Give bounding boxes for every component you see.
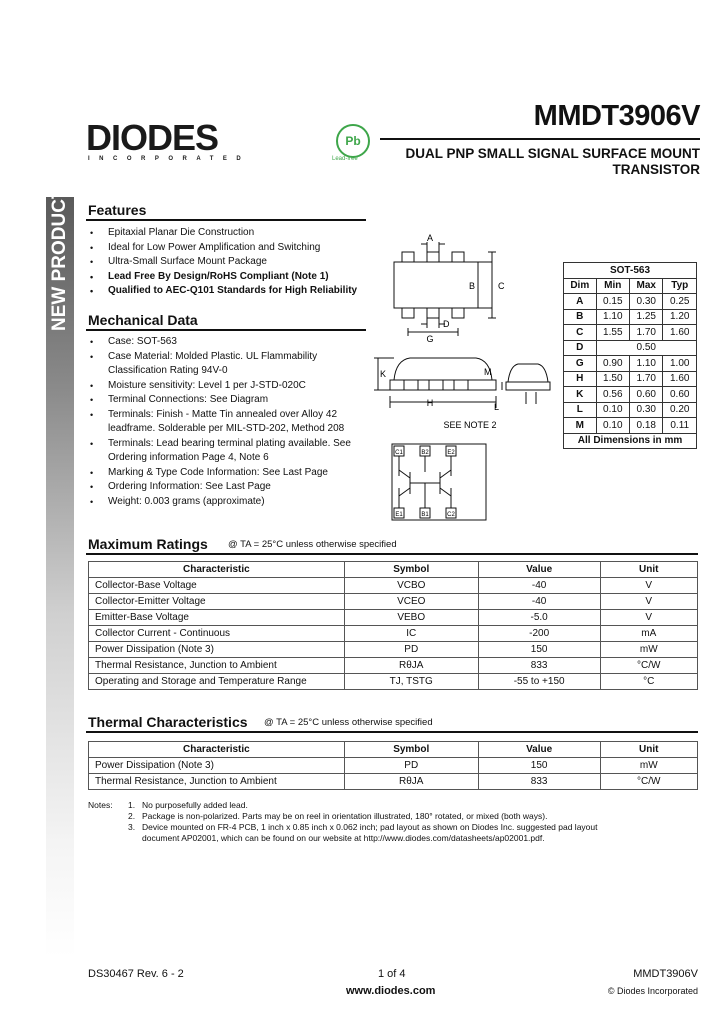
table-cell: 833 [478, 774, 600, 790]
max-ratings-condition: @ TA = 25°C unless otherwise specified [228, 539, 397, 550]
mechanical-title: Mechanical Data [88, 312, 198, 328]
dim-table-cell: 0.25 [663, 294, 697, 310]
dim-label-c: C [498, 281, 505, 291]
dim-table-cell: 1.00 [663, 356, 697, 372]
table-cell: V [600, 610, 697, 626]
table-cell: Collector-Emitter Voltage [89, 594, 345, 610]
dim-table-header: Min [596, 278, 629, 294]
dim-table-cell: K [564, 387, 597, 403]
note-text: document AP02001, which can be found on our website at http://www.diodes.com/datasheets/ap02001.pdf. [142, 833, 545, 843]
dim-table-row [564, 340, 697, 356]
product-subtitle [370, 146, 700, 178]
dim-table-cell: D [564, 340, 597, 356]
dim-label-a: A [426, 233, 434, 243]
note-line [88, 822, 698, 833]
pin-c2-label: C2 [447, 512, 455, 518]
dim-table-cell: M [564, 418, 597, 434]
feature-item: • Ultra-Small Surface Mount Package [86, 255, 376, 270]
table-row [89, 578, 698, 594]
max-ratings-title: Maximum Ratings [88, 536, 208, 552]
mechanical-item: • Moisture sensitivity: Level 1 per J-STD-020C [86, 379, 366, 394]
thermal-rule [86, 731, 698, 733]
dim-table-row [564, 371, 697, 387]
dim-table-cell: 1.10 [596, 309, 629, 325]
note-number: 3. [128, 822, 136, 832]
dim-table-cell: 0.15 [596, 294, 629, 310]
table-cell: 150 [478, 642, 600, 658]
thermal-title: Thermal Characteristics [88, 714, 248, 730]
features-title: Features [88, 202, 147, 218]
dim-table-cell: 0.10 [596, 402, 629, 418]
table-cell: Operating and Storage and Temperature Range [89, 674, 345, 690]
notes-label: Notes: [88, 800, 113, 810]
table-cell: VEBO [344, 610, 478, 626]
table-cell: V [600, 578, 697, 594]
dim-table-cell: 0.30 [630, 402, 663, 418]
table-cell: °C [600, 674, 697, 690]
thermal-condition: @ TA = 25°C unless otherwise specified [264, 717, 433, 728]
pin-e2-label: E2 [447, 450, 455, 456]
dim-table-cell: 1.70 [630, 371, 663, 387]
sot563-dimension-table [563, 262, 697, 449]
dim-table-cell: 0.60 [663, 387, 697, 403]
table-cell: V [600, 594, 697, 610]
note-number: 2. [128, 811, 136, 821]
dim-table-cell: 1.10 [630, 356, 663, 372]
table-row [89, 658, 698, 674]
table-header: Symbol [344, 742, 478, 758]
dim-table-row [564, 356, 697, 372]
table-header: Unit [600, 562, 697, 578]
table-row [89, 674, 698, 690]
table-cell: mW [600, 642, 697, 658]
logo-subtitle: INCORPORATED [88, 156, 251, 162]
table-cell: -40 [478, 578, 600, 594]
dim-label-l: L [494, 402, 500, 412]
dim-table-header: Max [630, 278, 663, 294]
table-cell: mW [600, 758, 697, 774]
dim-table-row [564, 387, 697, 403]
dim-table-footer-row [564, 433, 697, 449]
package-outline-diagram [366, 232, 562, 524]
dim-table-cell: 0.56 [596, 387, 629, 403]
notes-section [88, 800, 698, 844]
table-cell: Power Dissipation (Note 3) [89, 642, 345, 658]
notes-label [88, 822, 128, 833]
note-text: Package is non-polarized. Parts may be on reel in orientation illustrated, 180° rotated, or mixed (both ways). [142, 811, 548, 821]
dim-table-cell: B [564, 309, 597, 325]
dim-table-title-row [564, 263, 697, 279]
dim-table-cell: 0.11 [663, 418, 697, 434]
table-cell: RθJA [344, 658, 478, 674]
dim-table-cell: L [564, 402, 597, 418]
dim-table-footer: All Dimensions in mm [564, 433, 697, 449]
dim-label-h: H [426, 398, 434, 408]
dim-table-cell: C [564, 325, 597, 341]
dim-table-row [564, 309, 697, 325]
table-header: Value [478, 562, 600, 578]
mechanical-item: • Weight: 0.003 grams (approximate) [86, 495, 366, 510]
dim-table-cell: 1.70 [630, 325, 663, 341]
features-list [86, 226, 376, 299]
table-cell: Thermal Resistance, Junction to Ambient [89, 658, 345, 674]
max-ratings-table [88, 561, 698, 690]
see-note-label: SEE NOTE 2 [443, 420, 497, 430]
dim-label-d: D [443, 319, 450, 329]
doc-number: DS30467 Rev. 6 - 2 [88, 968, 184, 980]
new-product-label: NEW PRODUCT [49, 187, 70, 331]
dim-label-g: G [426, 334, 434, 344]
feature-item: • Epitaxial Planar Die Construction [86, 226, 376, 241]
thermal-table [88, 741, 698, 790]
note-line [88, 811, 698, 822]
table-cell: Thermal Resistance, Junction to Ambient [89, 774, 345, 790]
dim-table-cell: 0.30 [630, 294, 663, 310]
table-header: Unit [600, 742, 697, 758]
table-cell: Collector-Base Voltage [89, 578, 345, 594]
table-cell: mA [600, 626, 697, 642]
notes-label [88, 811, 128, 822]
table-header: Symbol [344, 562, 478, 578]
mechanical-rule [86, 329, 366, 331]
page-number: 1 of 4 [378, 968, 406, 980]
table-row [89, 610, 698, 626]
mechanical-item: • Ordering Information: See Last Page [86, 480, 366, 495]
note-text: Device mounted on FR-4 PCB, 1 inch x 0.85 inch x 0.062 inch; pad layout as shown on Diodes Inc. suggested pad layout [142, 822, 598, 832]
dim-table-header: Dim [564, 278, 597, 294]
table-cell: TJ, TSTG [344, 674, 478, 690]
table-row [89, 758, 698, 774]
mechanical-item: • Case: SOT-563 [86, 335, 366, 350]
mechanical-item: • Terminal Connections: See Diagram [86, 393, 366, 408]
table-cell: -55 to +150 [478, 674, 600, 690]
table-cell: -5.0 [478, 610, 600, 626]
table-row [89, 774, 698, 790]
table-header: Characteristic [89, 562, 345, 578]
mechanical-item: • Terminals: Lead bearing terminal plating available. See Ordering information Page 4, Note 6 [86, 437, 366, 466]
table-cell: -200 [478, 626, 600, 642]
table-cell: IC [344, 626, 478, 642]
header-rule [380, 138, 700, 140]
dim-table-header-row [564, 278, 697, 294]
table-cell: RθJA [344, 774, 478, 790]
lead-free-badge-icon: Pb [336, 124, 370, 158]
mechanical-list [86, 335, 366, 509]
dim-table-cell: 0.50 [596, 340, 696, 356]
mechanical-item: • Marking & Type Code Information: See Last Page [86, 466, 366, 481]
dim-table-row [564, 402, 697, 418]
note-line [88, 800, 698, 811]
pin-b1-label: B1 [421, 512, 429, 518]
dim-table-row [564, 294, 697, 310]
mechanical-item: • Terminals: Finish - Matte Tin annealed over Alloy 42 leadframe. Solderable per MIL-STD-202, Method 208 [86, 408, 366, 437]
subtitle-line-2: TRANSISTOR [612, 162, 700, 177]
dim-table-row [564, 418, 697, 434]
dim-table-cell: 0.60 [630, 387, 663, 403]
table-header: Value [478, 742, 600, 758]
dim-table-title: SOT-563 [564, 263, 697, 279]
dim-table-cell: 1.55 [596, 325, 629, 341]
dim-label-m: M [484, 367, 492, 377]
dim-table-cell: A [564, 294, 597, 310]
diodes-logo: DIODES [86, 117, 219, 158]
copyright: © Diodes Incorporated [607, 986, 698, 996]
dim-table-cell: H [564, 371, 597, 387]
part-number-title: MMDT3906V [533, 100, 700, 132]
dim-table-cell: 1.60 [663, 371, 697, 387]
features-rule [86, 219, 366, 221]
dim-table-cell: 1.25 [630, 309, 663, 325]
table-cell: PD [344, 642, 478, 658]
table-cell: °C/W [600, 658, 697, 674]
feature-item: • Ideal for Low Power Amplification and Switching [86, 241, 376, 256]
lead-free-label: Lead-free [332, 156, 358, 162]
dim-table-cell: 1.60 [663, 325, 697, 341]
subtitle-line-1: DUAL PNP SMALL SIGNAL SURFACE MOUNT [405, 146, 700, 161]
table-cell: °C/W [600, 774, 697, 790]
dim-table-row [564, 325, 697, 341]
pin-e1-label: E1 [395, 512, 403, 518]
dim-label-b: B [468, 281, 476, 291]
table-cell: 150 [478, 758, 600, 774]
dim-table-cell: 0.18 [630, 418, 663, 434]
table-header: Characteristic [89, 742, 345, 758]
table-cell: VCEO [344, 594, 478, 610]
dim-table-cell: 0.90 [596, 356, 629, 372]
note-number: 1. [128, 800, 136, 810]
feature-item: • Lead Free By Design/RoHS Compliant (Note 1) [86, 270, 376, 285]
table-header-row [89, 742, 698, 758]
table-header-row [89, 562, 698, 578]
dim-table-header: Typ [663, 278, 697, 294]
dim-table-cell: 0.10 [596, 418, 629, 434]
table-cell: VCBO [344, 578, 478, 594]
dim-table-cell: 1.50 [596, 371, 629, 387]
table-row [89, 642, 698, 658]
note-text: No purposefully added lead. [142, 800, 248, 810]
max-ratings-rule [86, 553, 698, 555]
footer-part-number: MMDT3906V [633, 968, 698, 980]
pin-b2-label: B2 [421, 450, 429, 456]
table-row [89, 626, 698, 642]
table-row [89, 594, 698, 610]
dim-table-cell: 1.20 [663, 309, 697, 325]
note-number [128, 833, 142, 844]
dim-table-cell: 0.20 [663, 402, 697, 418]
dim-table-cell: G [564, 356, 597, 372]
table-cell: PD [344, 758, 478, 774]
dim-label-k: K [380, 369, 387, 379]
table-cell: 833 [478, 658, 600, 674]
feature-item: • Qualified to AEC-Q101 Standards for High Reliability [86, 284, 376, 299]
table-cell: Collector Current - Continuous [89, 626, 345, 642]
website-link[interactable]: www.diodes.com [346, 985, 436, 997]
notes-label [88, 833, 128, 844]
note-line [88, 833, 698, 844]
table-cell: Power Dissipation (Note 3) [89, 758, 345, 774]
pin-c1-label: C1 [395, 450, 403, 456]
mechanical-item: • Case Material: Molded Plastic. UL Flammability Classification Rating 94V-0 [86, 350, 366, 379]
table-cell: -40 [478, 594, 600, 610]
table-cell: Emitter-Base Voltage [89, 610, 345, 626]
